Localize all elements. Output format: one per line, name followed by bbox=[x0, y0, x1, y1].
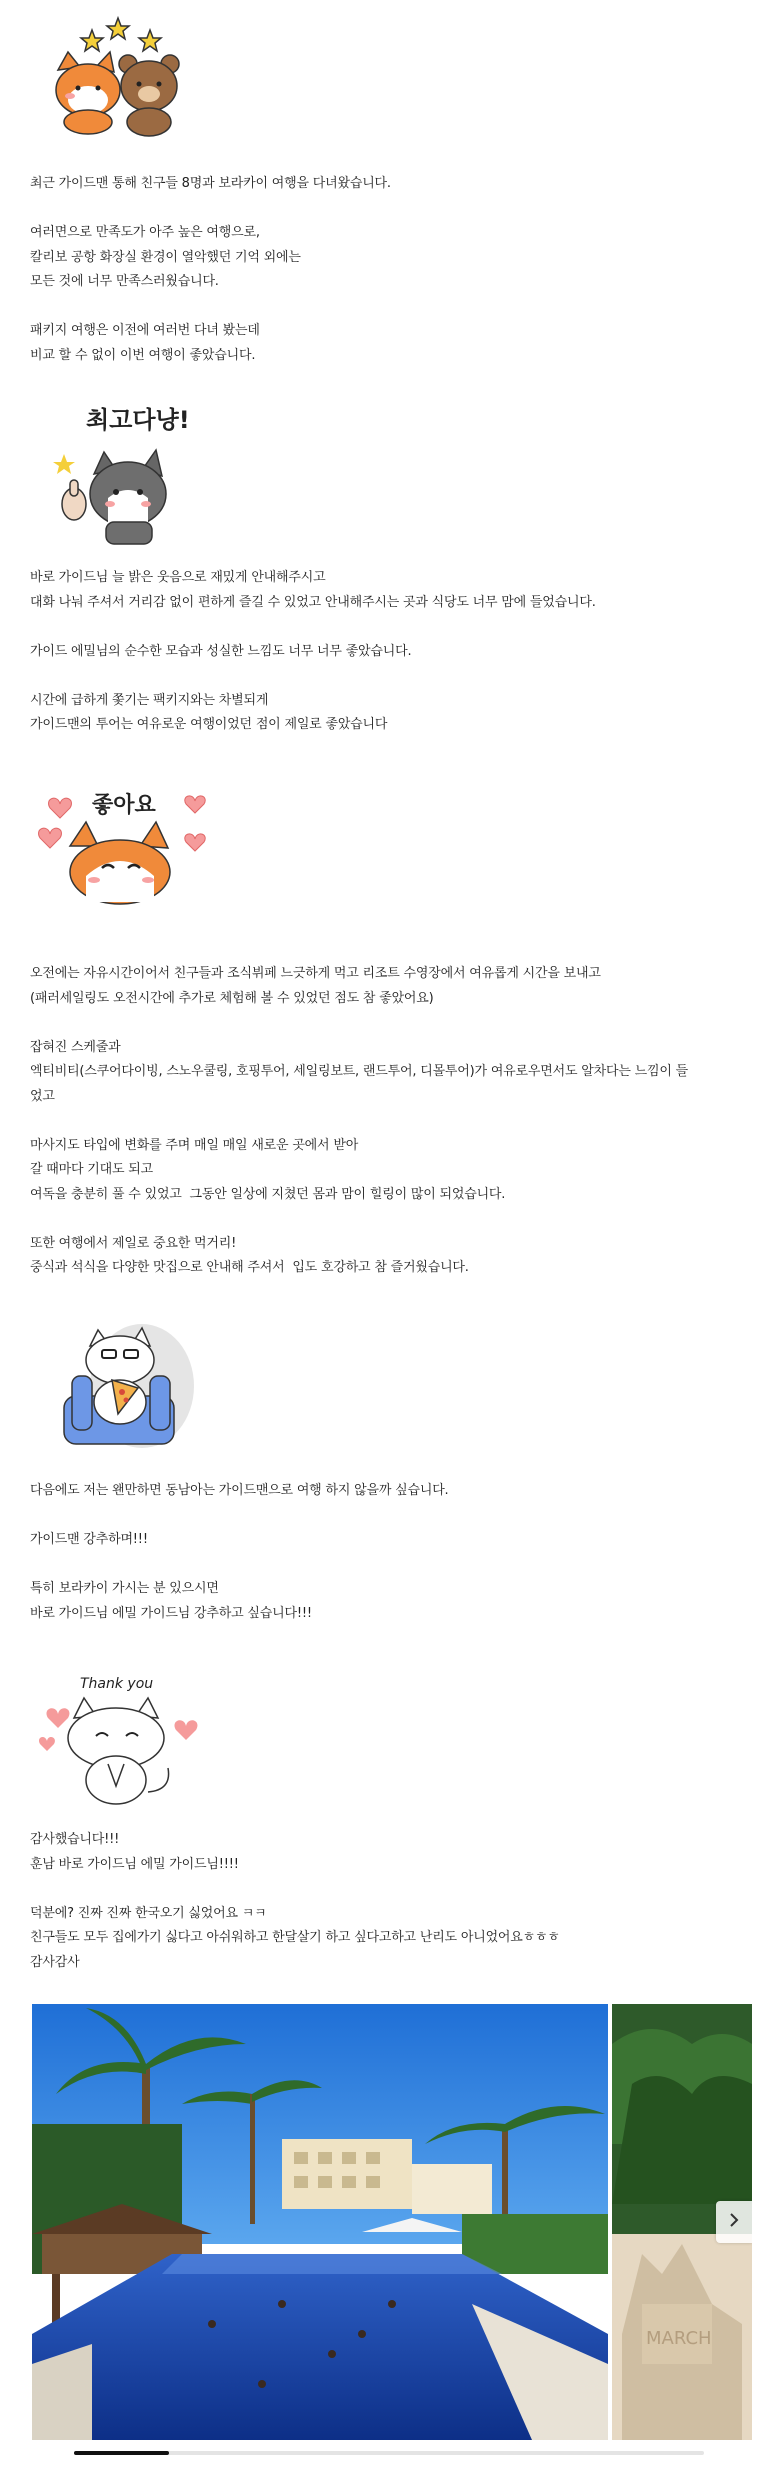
text-line: 특히 보라카이 가시는 분 있으시면 bbox=[30, 1581, 219, 1596]
text-line: 중식과 석식을 다양한 맛집으로 안내해 주셔서 입도 호강하고 참 즐거웠습니다. bbox=[30, 1260, 469, 1275]
text-line: 여러면으로 만족도가 아주 높은 여행으로, bbox=[30, 225, 260, 240]
text-line: 훈남 바로 가이드님 에밀 가이드님!!!! bbox=[30, 1856, 239, 1872]
text-line: 감사감사 bbox=[30, 1954, 80, 1970]
gallery-progress-fill bbox=[74, 2451, 169, 2455]
next-photo-button[interactable] bbox=[716, 2201, 752, 2243]
text-line: 갈 때마다 기대도 되고 bbox=[30, 1162, 154, 1177]
text-line: 비교 할 수 없이 이번 여행이 좋았습니다. bbox=[30, 347, 256, 363]
text-line: 여독을 충분히 풀 수 있었고 그동안 일상에 지쳤던 몸과 맘이 힐링이 많이 되었습니다. bbox=[30, 1186, 506, 1202]
blank-line bbox=[30, 1504, 750, 1529]
text-line: 모든 것에 너무 만족스러웠습니다. bbox=[30, 274, 219, 289]
text-line: 가이드맨의 투어는 여유로운 여행이었던 점이 제일로 좋았습니다 bbox=[30, 717, 388, 732]
text-line: 다음에도 저는 왠만하면 동남아는 가이드맨으로 여행 하지 않을까 싶습니다. bbox=[30, 1483, 449, 1498]
text-line: 감사했습니다!!! bbox=[30, 1832, 120, 1847]
chevron-right-icon bbox=[727, 2211, 741, 2233]
svg-text:MARCH: MARCH bbox=[646, 2328, 712, 2349]
gallery-progress-bar[interactable] bbox=[74, 2451, 704, 2455]
blank-line bbox=[30, 295, 750, 320]
text-line: 칼리보 공항 화장실 환경이 열악했던 기억 외에는 bbox=[30, 249, 301, 265]
sticker-caption: Thank you bbox=[80, 1676, 154, 1692]
paragraph-intro bbox=[30, 172, 750, 368]
blank-line bbox=[30, 1207, 750, 1232]
blank-line bbox=[30, 1553, 750, 1578]
sticker-caption: 좋아요 bbox=[92, 793, 156, 818]
text-line: 오전에는 자유시간이어서 친구들과 조식뷔페 느긋하게 먹고 리조트 수영장에서 여유롭게 시간을 보내고 bbox=[30, 966, 601, 981]
text-line: 대화 나눠 주셔서 거리감 없이 편하게 즐길 수 있었고 안내해주시는 곳과 식당도 너무 맘에 들었습니다. bbox=[30, 594, 596, 610]
text-line: 가이드 에밀님의 순수한 모습과 성실한 느낌도 너무 너무 좋았습니다. bbox=[30, 643, 412, 659]
thank-you-cat-sticker bbox=[36, 1668, 206, 1808]
blank-line bbox=[30, 1011, 750, 1036]
text-line: 덕분에? 진짜 진짜 한국오기 싫었어요 ㅋㅋ bbox=[30, 1905, 267, 1921]
paragraph-recommend bbox=[30, 1479, 750, 1626]
text-line: 시간에 급하게 쫓기는 팩키지와는 차별되게 bbox=[30, 692, 269, 708]
sticker-caption: 최고다냥! bbox=[86, 406, 190, 434]
paragraph-guide bbox=[30, 566, 750, 738]
text-line: 또한 여행에서 제일로 중요한 먹거리! bbox=[30, 1235, 237, 1251]
text-line: 가이드맨 강추하며!!! bbox=[30, 1532, 148, 1547]
blank-line bbox=[30, 615, 750, 640]
paragraph-schedule bbox=[30, 962, 750, 1281]
photo-gallery[interactable] bbox=[32, 2004, 752, 2440]
text-line: 친구들도 모두 집에가기 싫다고 아쉬워하고 한달살기 하고 싶다고하고 난리도 아니었어요ㅎㅎㅎ bbox=[30, 1930, 560, 1945]
pizza-cat-sticker bbox=[56, 1316, 196, 1456]
fox-bear-sticker bbox=[40, 12, 200, 142]
text-line: 마사지도 타입에 변화를 주며 매일 매일 새로운 곳에서 받아 bbox=[30, 1137, 359, 1153]
text-line: 바로 가이드님 에밀 가이드님 강추하고 싶습니다!!! bbox=[30, 1605, 312, 1621]
blank-line bbox=[30, 1109, 750, 1134]
heart-fox-sticker bbox=[36, 776, 206, 916]
text-line: 었고 bbox=[30, 1088, 55, 1104]
blank-line bbox=[30, 1877, 750, 1902]
text-line: 엑티비티(스쿠어다이빙, 스노우쿨링, 호핑투어, 세일링보트, 랜드투어, 디몰투어)가 여유로우면서도 알차다는 느낌이 들 bbox=[30, 1064, 688, 1079]
blank-line bbox=[30, 664, 750, 689]
text-line: 패키지 여행은 이전에 여러번 다녀 봤는데 bbox=[30, 323, 260, 338]
text-line: 최근 가이드맨 통해 친구들 8명과 보라카이 여행을 다녀왔습니다. bbox=[30, 176, 391, 191]
thumbs-up-cat-sticker bbox=[44, 394, 204, 554]
text-line: 잡혀진 스케줄과 bbox=[30, 1039, 121, 1055]
paragraph-thanks bbox=[30, 1828, 750, 1975]
blank-line bbox=[30, 197, 750, 222]
text-line: 바로 가이드님 늘 밝은 웃음으로 재밌게 안내해주시고 bbox=[30, 570, 326, 585]
text-line: (패러세일링도 오전시간에 추가로 체험해 볼 수 있었던 점도 참 좋았어요) bbox=[30, 990, 434, 1006]
resort-pool-photo[interactable] bbox=[32, 2004, 608, 2440]
